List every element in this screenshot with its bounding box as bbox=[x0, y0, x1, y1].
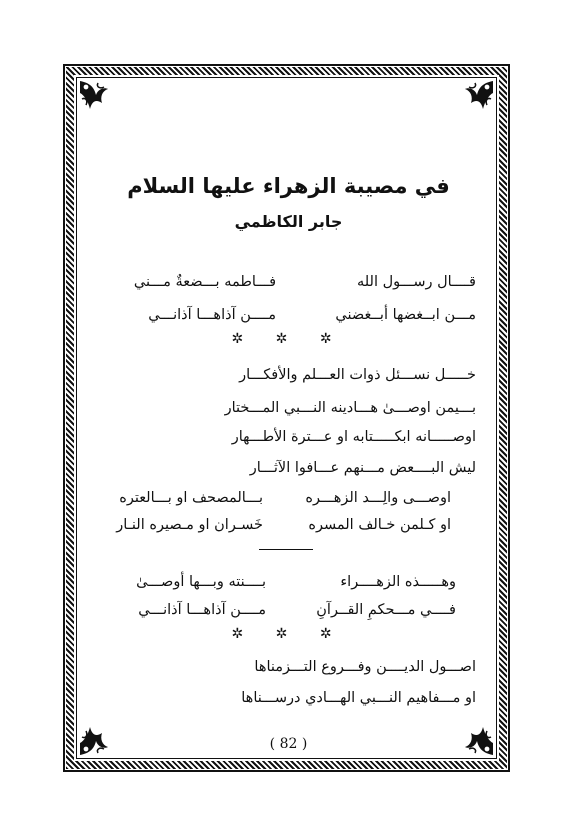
verse-hemistich-first: وهـــــذه الزهــــراء bbox=[340, 574, 456, 590]
verse-hemistich-first: قــــال رســـول الله bbox=[356, 274, 476, 290]
page-number: ( 82 ) bbox=[269, 736, 308, 752]
corner-ornament-icon bbox=[461, 79, 495, 113]
stars-separator: ✲ ✲ ✲ bbox=[231, 626, 346, 642]
verse-hemistich-first: مـــن ابــغضها أبــغضني bbox=[335, 307, 476, 323]
verse-line bbox=[96, 598, 476, 622]
verse-line bbox=[96, 570, 476, 594]
verse-hemistich-second: فـــاطمه بـــضعةٌ مـــني bbox=[133, 274, 276, 290]
verse-hemistich-second: مــــن آذاهـــا آذانـــي bbox=[138, 602, 266, 618]
poem-title: في مصيبة الزهراء عليها السلام bbox=[127, 174, 450, 198]
verse-hemistich-second: بـــالمصحف او بـــالعتره bbox=[119, 490, 263, 506]
stars-separator: ✲ ✲ ✲ bbox=[231, 331, 346, 347]
verse-line bbox=[96, 303, 476, 327]
verse-line: ليش البــــعض مـــنهم عـــافوا الآثـــار bbox=[249, 460, 476, 476]
poem-author: جابر الكاظمي bbox=[234, 212, 343, 231]
verse-line: اوصـــــانه ابكـــــتابه او عـــترة الأطـــهار bbox=[231, 429, 476, 445]
verse-line bbox=[96, 513, 476, 537]
corner-ornament-icon bbox=[78, 79, 112, 113]
verse-line: اصـــول الديــــن وفـــروع التـــزمناها bbox=[254, 659, 476, 675]
verse-hemistich-second: خَسـران او مـصيره النـار bbox=[116, 517, 263, 533]
verse-line: بـــيمن اوصـــىٰ هـــادينه النـــبي المـــختار bbox=[224, 400, 476, 416]
verse-hemistich-first: اوصـــى والِـــد الزهـــره bbox=[305, 490, 451, 506]
verse-line bbox=[96, 270, 476, 294]
verse-line bbox=[96, 486, 476, 510]
verse-hemistich-first: او كـلمن خـالف المسره bbox=[308, 517, 451, 533]
verse-hemistich-first: فــــي مـــحكمِ القــرآنِ bbox=[316, 602, 456, 618]
verse-hemistich-second: بــــنته وبـــها أوصـــىٰ bbox=[136, 574, 266, 590]
section-divider bbox=[259, 549, 313, 550]
verse-line: او مـــفاهيم النـــبي الهـــادي درســـناها bbox=[241, 690, 476, 706]
verse-hemistich-second: مــــن آذاهـــا آذانـــي bbox=[148, 307, 276, 323]
verse-line: خـــــل نســـئل ذوات العـــلم والأفكـــار bbox=[239, 367, 476, 383]
